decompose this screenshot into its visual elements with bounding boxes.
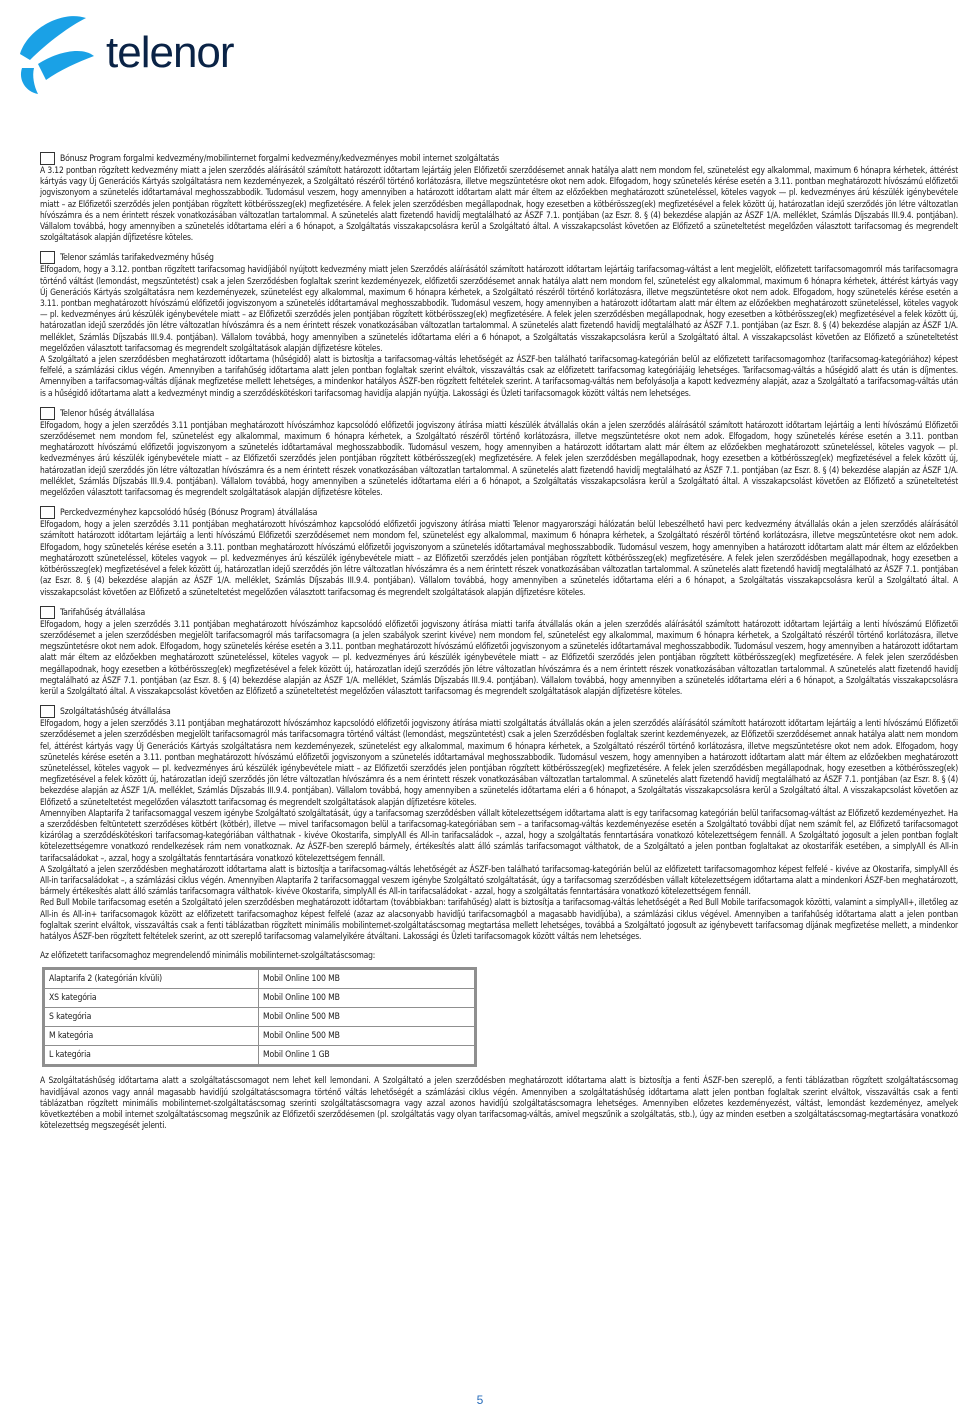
section-paragraph: Red Bull Mobile tarifacsomag esetén a Szolgáltató jelen szerződésben meghatározott időtartam (továbbiakban: tarifahűség) alatt is biztosítja a tarifacsomag-váltás lehetőségét a Red Bull Mobile tarifacsomagok közötti, valamint a simplyAll+, illetőleg az All-in és All-in+ tarifacsomagok között az előfizetett tarifacsomaghoz képest felfelé (azaz az alacsonyabb havidíjú tarifacsomagból a magasabb havidíjúba), a számlázási ciklus végével. Amennyiben a tarifahűség időtartama alatt a jelen pontban foglaltak szerint elváltok, visszaváltás csak a fenti táblázatban rögzített minimális mobilinternet-szolgáltatáscsomag megtartása mellett lehetséges, továbbá a Szolgáltató jogosult az igénybevett tarifacsomag díjának megfizetése mellett, a mindenkor hatályos ÁSZF-ben rögzített feltételek szerint, az ott szereplő tarifacsomag valamelyikére átváltani. Lakossági és Üzleti tarifacsomagok között váltás nem lehetséges. xyxy=(40,897,958,941)
section-title: Telenor számlás tarifakedvezmény hűség xyxy=(60,253,214,264)
section-paragraph: A Szolgáltató a jelen szerződésben meghatározott időtartama (hűségidő) alatt is biztosítja a tarifacsomag-váltás lehetőségét az ÁSZF-ben található tarifacsomag-kategórián belül az előfizetett tarifacsomagomhoz (tarifacsomag-kategóriához) képest felfelé, a számlázási ciklus végén. Amennyiben a tarifahűség időtartama alatt jelen pontban foglaltak szerint elváltok, visszaváltás csak az előfizetett tarifacsomag kategóriájáig lehetséges. Tarifacsomag-váltás a hűségidő alatt és után is díjmentes. Amennyiben a tarifacsomag-váltás díjának megfizetése mellett lehetséges, a mindenkor hatályos ÁSZF-ben rögzített feltételek szerint. A tarifacsomag-váltás nem befolyásolja a kapott kedvezmény alapját, azaz a Szolgáltató a tarifacsomag-váltás után is a hűségidő időtartama alatt a kedvezményt mindig a szerződéskötéskori tarifacsomag havidíja alapján nyújtja. Lakossági és Üzleti tarifacsomagok között váltás nem lehetséges. xyxy=(40,354,958,398)
telenor-logo xyxy=(8,6,234,96)
section-title: Szolgáltatáshűség átvállalása xyxy=(60,707,171,718)
table-row xyxy=(44,1046,476,1066)
package-cell: Mobil Online 100 MB xyxy=(259,989,476,1008)
section-title: Telenor hűség átvállalása xyxy=(60,408,155,419)
package-cell: Mobil Online 500 MB xyxy=(259,1027,476,1046)
section-minute-discount-transfer xyxy=(40,504,958,597)
section-title: Tarifahűség átvállalása xyxy=(60,607,146,618)
table-row xyxy=(44,989,476,1008)
section-tariff-loyalty-transfer xyxy=(40,604,958,697)
section-loyalty-transfer xyxy=(40,405,958,498)
contract-content xyxy=(40,150,958,1131)
checkbox[interactable] xyxy=(40,705,55,718)
section-header xyxy=(40,249,958,264)
section-paragraph: Elfogadom, hogy a 3.12. pontban rögzített tarifacsomag havidíjából nyújtott kedvezmény miatt jelen Szerződés aláírásától számított határozott időtartam lejártáig tarifacsomag-váltást a lent megjelölt, előfizetett tarifacsomagomról más tarifacsomagra történő váltást (lemondást, megszüntetést) csak a jelen Szerződésben foglaltak szerint kezdeményezek, előfizetői szerződésemet annak hatálya alatt nem mondom fel, szünetelést egy alkalommal, maximum 6 hónapra kérhetek, áttérést kártyás vagy Új Generációs Kártyás szolgáltatásra nem kezdeményezek, szünetelést egy alkalommal, maximum 6 hónapra kérhetek, a Szolgáltató részéről történő korlátozásra, illetve megszüntetésre okot nem adok. Elfogadom, hogy szünetelés kérése esetén a 3.11. pontban meghatározott hívószámú előfizetői jogviszonyom a szünetelés időtartamával meghosszabbodik. Tudomásul veszem, hogy amennyiben a határozott időtartam alatt már éltem az előzőekben meghatározott szüneteléssel, köteles vagyok — pl. kedvezményes árú készülék igénybevétele miatt – az Előfizetői szerződés jelen pontjában rögzített kötbérösszeg(ek) megfizetésére. A felek jelen szerződésben megállapodnak, hogy ezesetben a kötbérösszeg(ek) megfizetésével a felek között új, határozatlan idejű szerződés jön létre változatlan hívószámra és a nem érintett részek vonatkozásában változatlan tartalommal. A szünetelés alatt fizetendő havidíj megtalálható az ÁSZF 7.1. pontjában (az Eszr. 8. § (4) bekezdése alapján az ÁSZF 1/A. melléklet, Számlás Díjszabás III.9.4. pontjában). Vállalom továbbá, hogy amennyiben a szünetelés időtartama eléri a 6 hónapot, a Szolgáltatás visszakapcsolásra kerül a Szolgáltató által. A visszakapcsolást követően az Előfizető a szüneteltetést megelőzően választott tarifacsomag és megrendelt szolgáltatások alapján díjfizetésre köteles. xyxy=(40,264,958,353)
section-paragraph: A 3.12 pontban rögzített kedvezmény miatt a jelen szerződés aláírásától számított határozott időtartam lejártáig jelen Előfizetői szerződésemet annak hatálya alatt nem mondom fel, szünetelést egy alkalommal, maximum 6 hónapra kérhetek, áttérést kártyás vagy Új Generációs Kártyás szolgáltatásra nem kezdeményezek, a Szolgáltató részéről történő korlátozásra, illetve megszüntetésre okot nem adok. Elfogadom, hogy szünetelés kérése esetén a 3.11. pontban meghatározott hívószámú előfizetői jogviszonyom a szünetelés időtartamával meghosszabbodik. Tudomásul veszem, hogy amennyiben a határozott időtartam alatt már éltem az előzőekben meghatározott szüneteléssel, köteles vagyok — pl. kedvezményes árú készülék igénybevétele miatt – az Előfizetői szerződés jelen pontjában rögzített kötbérösszeg(ek) megfizetésére. A felek jelen szerződésben megállapodnak, hogy ezesetben a kötbérösszeg(ek) megfizetésével a felek között új, határozatlan idejű szerződés jön létre változatlan hívószámra és a nem érintett részek vonatkozásában változatlan tartalommal. A szünetelés alatt fizetendő havidíj megtalálható az ÁSZF 7.1. pontjában (az Eszr. 8. § (4) bekezdése alapján az ÁSZF 1/A. melléklet, Számlás Díjszabás III.9.4. pontjában). Vállalom továbbá, hogy amennyiben a szünetelés időtartama eléri a 6 hónapot, a Szolgáltatás visszakapcsolásra kerül a Szolgáltató által. A visszakapcsolást követően az Előfizető a szüneteltetést megelőzően választott tarifacsomag és megrendelt szolgáltatások alapján díjfizetésre köteles. xyxy=(40,165,958,243)
section-paragraph: Elfogadom, hogy a jelen szerződés 3.11 pontjában meghatározott hívószámhoz kapcsolódó előfizetői jogviszony átírása miatti készülék átvállalás okán a jelen szerződés aláírásától számított határozott időtartam lejártáig a lenti hívószámú Előfizetői szerződésemet nem mondom fel, szünetelést egy alkalommal, maximum 6 hónapra kérhetek, a Szolgáltató részéről történő korlátozásra, illetve megszüntetésre okot nem adok. Elfogadom, hogy szünetelés kérése esetén a 3.11. pontban meghatározott hívószámú előfizetői jogviszonyom a szünetelés időtartamával meghosszabbodik. Tudomásul veszem, hogy amennyiben a határozott időtartam alatt már éltem az előzőekben meghatározott szüneteléssel, köteles vagyok — pl. kedvezményes árú készülék igénybevétele miatt – az Előfizetői szerződés jelen pontjában rögzített kötbérösszeg(ek) megfizetésére. A felek jelen szerződésben megállapodnak, hogy ezesetben a kötbérösszeg(ek) megfizetésével a felek között új, határozatlan idejű szerződés jön létre változatlan hívószámra és a nem érintett részek vonatkozásában változatlan tartalommal. A szünetelés alatt fizetendő havidíj megtalálható az ÁSZF 7.1. pontjában (az Eszr. 8. § (4) bekezdése alapján az ÁSZF 1/A. melléklet, Számlás Díjszabás III.9.4. pontjában). Vállalom továbbá, hogy amennyiben a szünetelés időtartama eléri a 6 hónapot, a Szolgáltatás visszakapcsolásra kerül a Szolgáltató által. A visszakapcsolást követően az Előfizető a szüneteltetést megelőzően választott tarifacsomag és megrendelt szolgáltatások alapján díjfizetésre köteles. xyxy=(40,419,958,498)
checkbox[interactable] xyxy=(40,506,55,519)
section-header xyxy=(40,604,958,619)
closing-paragraph: A Szolgáltatáshűség időtartama alatt a szolgáltatáscsomagot nem lehet kell lemondani. A Szolgáltató a jelen szerződésben meghatározott időtartama alatt is biztosítja a fenti ÁSZF-ben szereplő, a fenti táblázatban rögzített szolgáltatáscsomag havidíjával azonos vagy annál magasabb havidíjú szolgáltatáscsomagra történő váltás lehetőségét a számlázási ciklus végén. Amennyiben a szolgáltatáshűség időtartama alatt jelen pontban foglaltak szerint elváltok, visszaváltás csak a fenti táblázatban rögzített minimális mobilinternet-szolgáltatáscsomag szerinti szolgáltatáscsomagra vagy azzal azonos havidíjú szolgáltatáscsomagra lehetséges. Amennyiben előzetes kezdeményezést, váltást, lemondást kezdeményez, amelyek következtében a mobil internet szolgáltatáscsomag megszűnik az Előfizetői szerződésemen (pl. szolgáltatás vagy olyan tarifacsomag-váltás, amivel megszűnik a szolgáltatás, stb.), úgy az minden esetben a szolgáltatáscsomag-megtartására vonatkozó kötelezettség megszegését jelenti. xyxy=(40,1075,958,1131)
section-paragraph: Elfogadom, hogy a jelen szerződés 3.11 pontjában meghatározott hívószámhoz kapcsolódó előfizetői jogviszony átírása miatti szolgáltatás átvállalás okán a jelen szerződés aláírásától számított határozott időtartam lejártáig a lenti hívószámú Előfizetői szerződésemet a jelen szerződésben megjelölt tarifacsomagról más tarifacsomagra történő váltást (lemondást, megszüntetést) csak a jelen Szerződésben foglaltak szerint kezdeményezek, az Előfizetői szerződésemet annak hatálya alatt nem mondom fel, áttérést kártyás vagy Új Generációs Kártyás szolgáltatásra nem kezdeményezek, szünetelést egy alkalommal, maximum 6 hónapra kérhetek, a Szolgáltató részéről történő korlátozásra, illetve megszüntetésre okot nem adok. Elfogadom, hogy szünetelés kérése esetén a 3.11. pontban meghatározott hívószámú előfizetői jogviszonyom a szünetelés időtartamával meghosszabbodik. Tudomásul veszem, hogy amennyiben a határozott időtartam alatt már éltem az előzőekben meghatározott szüneteléssel, köteles vagyok — pl. kedvezményes árú készülék igénybevétele miatt – az Előfizetői szerződés jelen pontjában rögzített kötbérösszeg(ek) megfizetésére. A felek jelen szerződésben megállapodnak, hogy ezesetben a kötbérösszeg(ek) megfizetésével a felek között új, határozatlan idejű szerződés jön létre változatlan hívószámra és a nem érintett részek vonatkozásában változatlan tartalommal. A szünetelés alatt fizetendő havidíj megtalálható az ÁSZF 7.1. pontjában (az Eszr. 8. § (4) bekezdése alapján az ÁSZF 1/A. melléklet, Számlás Díjszabás III.9.4. pontjában). Vállalom továbbá, hogy amennyiben a szünetelés időtartama eléri a 6 hónapot, a Szolgáltatás visszakapcsolásra kerül a Szolgáltató által. A visszakapcsolást követően az Előfizető a szüneteltetést megelőzően választott tarifacsomag és megrendelt szolgáltatások alapján díjfizetésre köteles. xyxy=(40,718,958,807)
brand-wordmark: telenor xyxy=(106,28,234,77)
section-header xyxy=(40,703,958,718)
section-header xyxy=(40,150,958,165)
checkbox[interactable] xyxy=(40,606,55,619)
package-cell: Mobil Online 100 MB xyxy=(259,969,476,989)
category-cell: Alaptarifa 2 (kategórián kívüli) xyxy=(44,969,259,989)
section-service-loyalty-transfer xyxy=(40,703,958,942)
category-cell: S kategória xyxy=(44,1008,259,1027)
minimum-package-table xyxy=(42,967,477,1067)
table-row xyxy=(44,1008,476,1027)
category-cell: XS kategória xyxy=(44,989,259,1008)
checkbox[interactable] xyxy=(40,407,55,420)
telenor-propeller-icon xyxy=(8,6,108,96)
section-paragraph: Elfogadom, hogy a jelen szerződés 3.11 pontjában meghatározott hívószámhoz kapcsolódó előfizetői jogviszony átírása miatti tarifa átvállalás okán a jelen szerződés aláírásától számított határozott időtartam lejártáig a lenti hívószámú Előfizetői szerződésemet a jelen szerződésben megjelölt tarifacsomagról más tarifacsomagra (a jelen szabályok szerint kivéve) nem mondom fel, szünetelést egy alkalommal, maximum 6 hónapra kérhetek, a Szolgáltató részéről történő korlátozásra, illetve megszüntetésre okot nem adok. Elfogadom, hogy szünetelés kérése esetén a 3.11. pontban meghatározott hívószámú előfizetői jogviszonyom a szünetelés időtartamával meghosszabbodik. Tudomásul veszem, hogy amennyiben a határozott időtartam alatt már éltem az előzőekben meghatározott szüneteléssel, köteles vagyok — pl. kedvezményes árú készülék igénybevétele miatt – az Előfizetői szerződés jelen pontjában rögzített kötbérösszeg(ek) megfizetésére. A felek jelen szerződésben megállapodnak, hogy ezesetben a kötbérösszeg(ek) megfizetésével a felek között új, határozatlan idejű szerződés jön létre változatlan hívószámra és a nem érintett részek vonatkozásában változatlan tartalommal. A szünetelés alatt fizetendő havidíj megtalálható az ÁSZF 7.1. pontjában (az Eszr. 8. § (4) bekezdése alapján az ÁSZF 1/A. melléklet, Számlás Díjszabás III.9.4. pontjában). Vállalom továbbá, hogy amennyiben a szünetelés időtartama eléri a 6 hónapot, a Szolgáltatás visszakapcsolásra kerül a Szolgáltató által. A visszakapcsolást követően az Előfizető a szüneteltetést megelőzően választott tarifacsomag és megrendelt szolgáltatások alapján díjfizetésre köteles. xyxy=(40,618,958,696)
section-title: Bónusz Program forgalmi kedvezmény/mobilinternet forgalmi kedvezmény/kedvezményes mobil internet szolgáltatás xyxy=(60,154,500,164)
section-tariff-discount-loyalty xyxy=(40,249,958,398)
section-paragraph: Amennyiben Alaptarifa 2 tarifacsomaggal veszem igénybe Szolgáltató szolgáltatását, úgy a tarifacsomag szerződésben vállalt kötelezettségem időtartama alatt is egy tarifacsomag kategórián belül tarifacsomag-váltást az Előfizető kezdeményezhet. Ha a szerződésben feltüntetett szerződéses kötbért (kötbér), illetve — mivel tarifacsomagon belül a tarifacsomag-kategóriában sem – a tarifacsomag-váltás kezdeményezése esetén a Szolgáltató további díjat nem számít fel, az Előfizető tarifacsomagot kizárólag a szerződéskötéskori tarifacsomag-kategóriában válthatnak - kivéve Okostarifa, simplyAll és All-in tarifacsaládok –, azzal, hogy a szolgáltatás fenntartására vonatkozó kötelezettségem fennáll. A Szolgáltató jogosult a jelen pontban foglalt kötelezettségemre vonatkozó rendelkezések rám nem vonatkoznak. Az ÁSZF-ben szereplő bármely, értékesítés alatt álló számlás tarifacsomagot válthatok, de a Szolgáltató a jelen pontban foglaltakat az okostarifák esetében, a simplyAll és All-in tarifacsaládokat –, azzal, hogy a szolgáltatás fenntartására vonatkozó kötelezettségem fennáll. xyxy=(40,807,958,863)
section-bonus-program xyxy=(40,150,958,243)
table-intro: Az előfizetett tarifacsomaghoz megrendelendő minimális mobilinternet-szolgáltatáscsomag: xyxy=(40,950,376,961)
checkbox[interactable] xyxy=(40,152,55,165)
section-title: Perckedvezményhez kapcsolódó hűség (Bónusz Program) átvállalása xyxy=(60,508,318,519)
section-paragraph: Elfogadom, hogy a jelen szerződés 3.11 pontjában meghatározott hívószámhoz kapcsolódó előfizetői jogviszony átírása miatti Telenor magyarországi hálózatán belül lebeszélhető havi perc kedvezmény átvállalás okán a jelen szerződés aláírásától számított határozott időtartam lejártáig a lenti hívószámú Előfizetői szerződésemet nem mondom fel, szünetelést egy alkalommal, maximum 6 hónapra kérhetek, a Szolgáltató részéről történő korlátozásra, illetve megszüntetésre okot nem adok. Elfogadom, hogy szünetelés kérése esetén a 3.11. pontban meghatározott hívószámú előfizetői jogviszonyom a szünetelés időtartamával meghosszabbodik. Tudomásul veszem, hogy amennyiben a határozott időtartam alatt már éltem az előzőekben meghatározott szüneteléssel, köteles vagyok — pl. kedvezményes árú készülék igénybevétele miatt – az Előfizetői szerződés jelen pontjában rögzített kötbérösszeg(ek) megfizetésére. A felek jelen szerződésben megállapodnak, hogy ezesetben a kötbérösszeg(ek) megfizetésével a felek között új, határozatlan idejű szerződés jön létre változatlan hívószámra és a nem érintett részek vonatkozásában változatlan tartalommal. A szünetelés alatt fizetendő havidíj megtalálható az ÁSZF 7.1. pontjában (az Eszr. 8. § (4) bekezdése alapján az ÁSZF 1/A. melléklet, Számlás Díjszabás III.9.4. pontjában). Vállalom továbbá, hogy amennyiben a szünetelés időtartama eléri a 6 hónapot, a Szolgáltatás visszakapcsolásra kerül a Szolgáltató által. A visszakapcsolást követően az Előfizető a szüneteltetést megelőzően választott tarifacsomag és megrendelt szolgáltatások alapján díjfizetésre köteles. xyxy=(40,519,958,597)
page-number: 5 xyxy=(476,1393,484,1407)
table-row xyxy=(44,969,476,989)
category-cell: M kategória xyxy=(44,1027,259,1046)
table-row xyxy=(44,1027,476,1046)
section-header xyxy=(40,405,958,420)
section-header xyxy=(40,504,958,519)
section-paragraph: A Szolgáltató a jelen szerződésben meghatározott időtartama alatt is biztosítja a tarifacsomag-váltás lehetőségét az ÁSZF-ben található tarifacsomag-kategórián belül az előfizetett tarifacsomagomhoz képest felfelé - kivéve az Okostarifa, simplyAll és All-in tarifacsaládokat –, a számlázási ciklus végén. Amennyiben Alaptarifa 2 tarifacsomaggal veszem igénybe Szolgáltató szolgáltatását, úgy a tarifacsomag szerződésben vállalt kötelezettségem időtartama alatt a mindenkori ÁSZF-ben meghatározott, bármely értékesítés alatt álló számlás tarifacsomagra válthatok- kivéve Okostarifa, simplyAll és All-in tarifacsaládokat - azzal, hogy a szolgáltatás fenntartására vonatkozó kötelezettségem fennáll. xyxy=(40,863,958,897)
package-cell: Mobil Online 1 GB xyxy=(259,1046,476,1066)
checkbox[interactable] xyxy=(40,251,55,264)
package-cell: Mobil Online 500 MB xyxy=(259,1008,476,1027)
category-cell: L kategória xyxy=(44,1046,259,1066)
